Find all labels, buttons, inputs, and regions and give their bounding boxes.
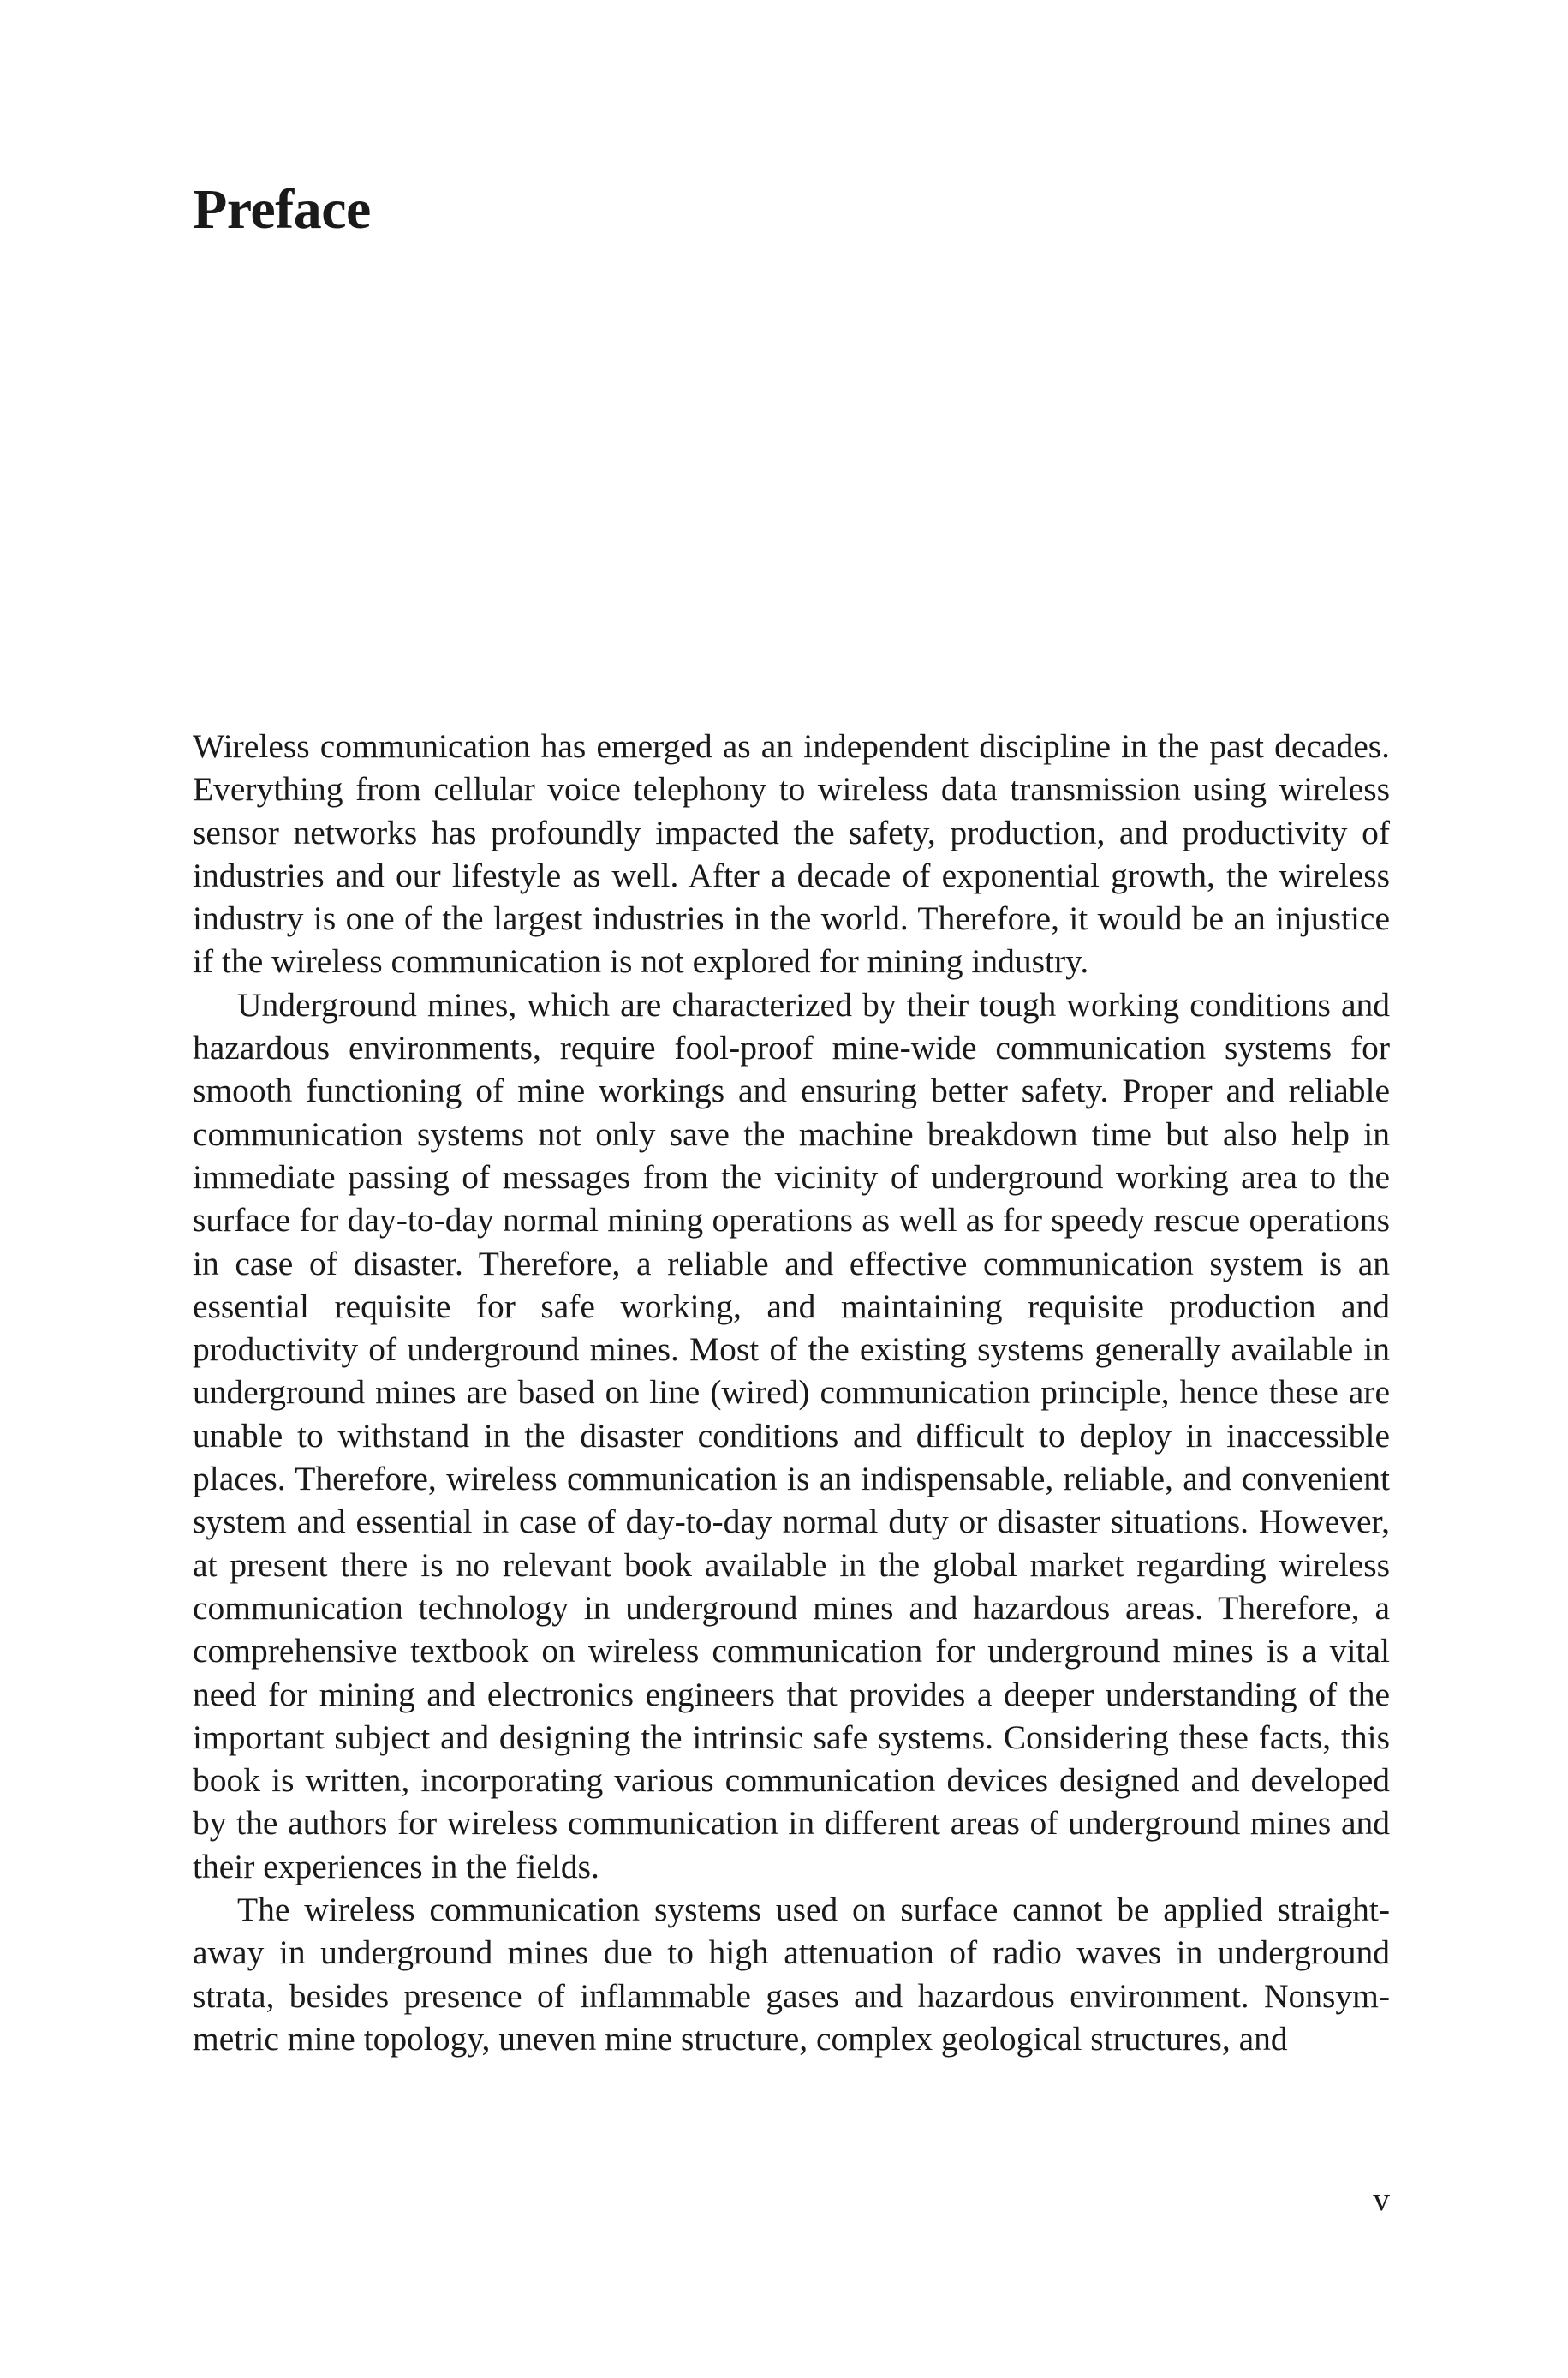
paragraph-1: Wireless communication has emerged as an independent discipline in the past decades. Everything from cellular voice telephony to wireless data transmission using wireless sensor networks has profoundly impacted the safety, production, and productivity of industries and our lifestyle as well. After a decade of exponential growth, the wireless industry is one of the largest industries in the world. Therefore, it would be an injustice if the wireless communication is not explored for mining industry. bbox=[193, 727, 1390, 981]
page-number: v bbox=[1373, 2180, 1390, 2218]
paragraph-3: The wireless communication systems used on surface cannot be applied straightaway in underground mines due to high attenuation of radio waves in underground strata, besides presence of inflammable gases and hazardous environment. Nonsymmetric mine topology, uneven mine structure, complex geological structures, and bbox=[193, 1891, 1390, 2058]
paragraph-2: Underground mines, which are characterized by their tough working conditions and hazardous environments, require fool-proof mine-wide communication systems for smooth functioning of mine workings and ensuring better safety. Proper and reliable communication systems not only save the machine breakdown time but also help in immediate passing of messages from the vicinity of underground working area to the surface for day-to-day normal mining operations as well as for speedy rescue operations in case of disaster. Therefore, a reliable and effective communication system is an essential requisite for safe working, and maintaining requisite production and productivity of underground mines. Most of the existing systems generally available in underground mines are based on line (wired) communication principle, hence these are unable to withstand in the disaster conditions and difficult to deploy in inaccessible places. Therefore, wireless communication is an indispensable, reliable, and convenient system and essential in case of day-to-day normal duty or disaster situations. However, at present there is no relevant book available in the global market regarding wireless communication technology in underground mines and hazardous areas. Therefore, a comprehensive textbook on wireless communication for underground mines is a vital need for mining and electronics engineers that provides a deeper understanding of the important subject and designing the intrinsic safe systems. Considering these facts, this book is written, incorporating various communication devices designed and developed by the authors for wireless communication in different areas of underground mines and their experiences in the fields. bbox=[193, 985, 1390, 1885]
body-text bbox=[193, 725, 1390, 2060]
page-title: Preface bbox=[193, 178, 371, 241]
